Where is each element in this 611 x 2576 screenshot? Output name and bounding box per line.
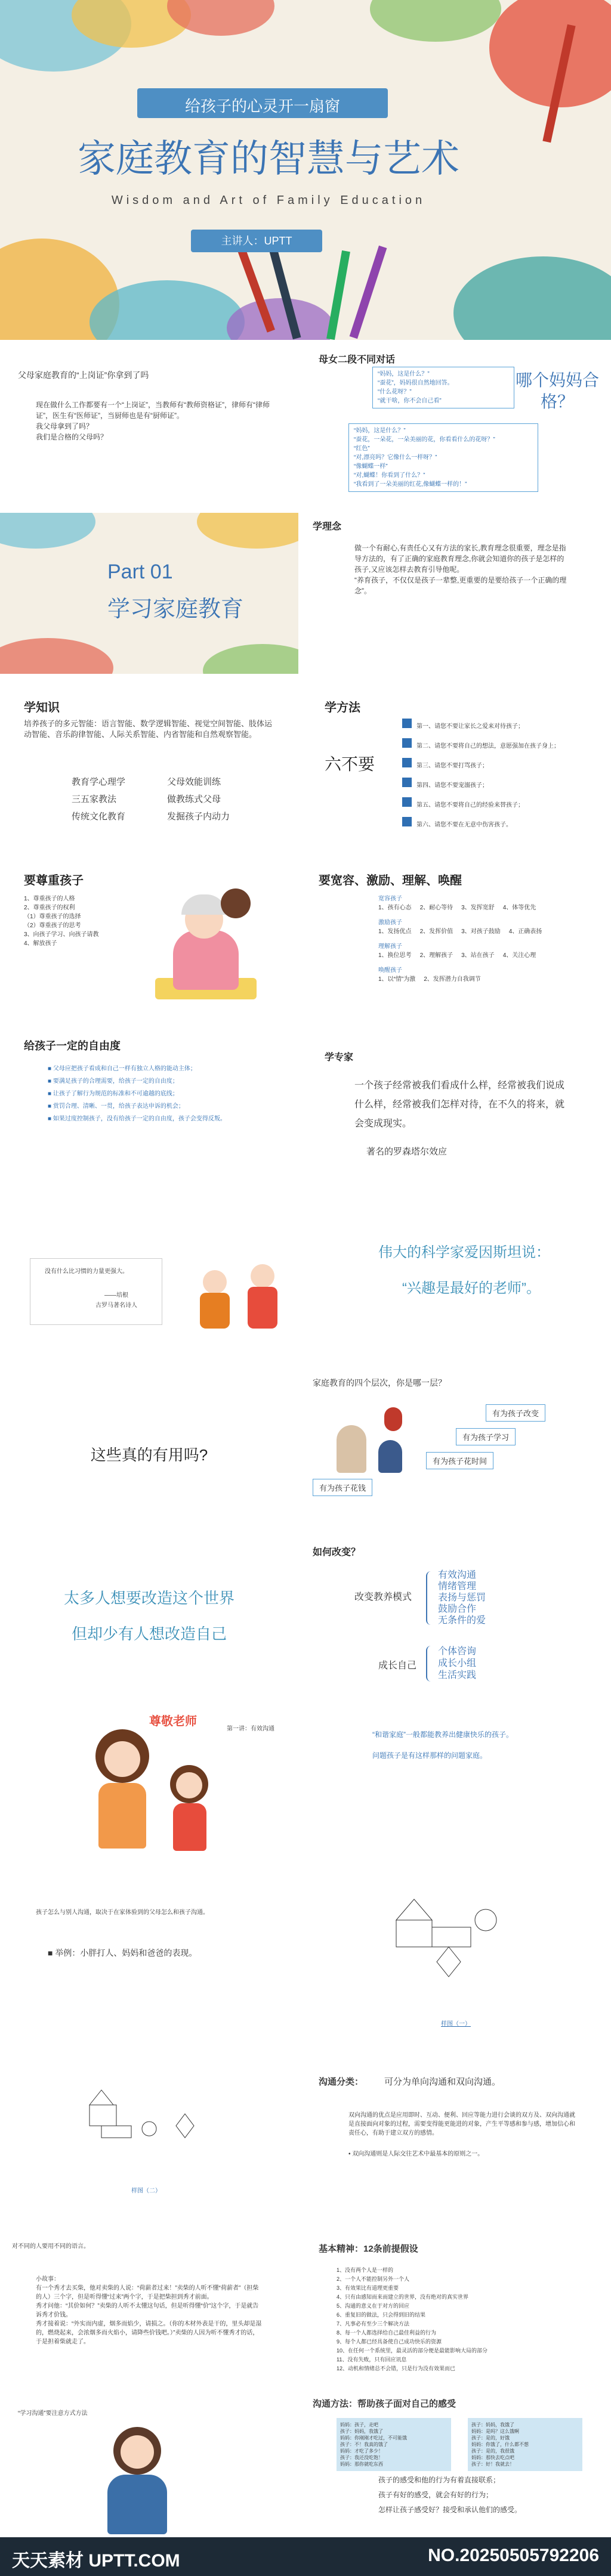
figure-diagram-2 xyxy=(66,2081,221,2153)
slide-body: 双向沟通的优点是应用即时、互动、便利、回应等能力进行会谈的双方及、双向沟通就是直接面向对象的过程，需要变得能更能进的对象，产生平等感和参与感，增加信心和责任心，有助于建立双方的感情。 xyxy=(348,2112,575,2137)
slide-title: 父母家庭教育的“上岗证”你拿到了吗 xyxy=(18,370,149,380)
level-tag: 有为孩子改变 xyxy=(486,1404,545,1422)
grid-item: 教育学心理学 xyxy=(72,777,126,787)
list-item: 1、没有两个人是一样的 xyxy=(337,2267,394,2273)
model-item: 鼓励合作 xyxy=(438,1604,477,1614)
teacher-sign: 尊敬老师 xyxy=(149,1715,197,1728)
quote-author: ——培根 xyxy=(104,1292,128,1299)
respect-list xyxy=(24,894,143,948)
child-2-body xyxy=(248,1287,277,1329)
slide-philosophy xyxy=(313,513,611,674)
circle-shape xyxy=(142,2122,156,2136)
list-item: 第五、请您不要将自己的经验来替孩子； xyxy=(402,797,605,810)
group-items: 1、孩有心态 2、耐心等待 3、发挥宽舒 4、体等优先 xyxy=(378,905,536,911)
slide-dialogues xyxy=(313,346,611,507)
feelings-line-2: 孩子有好的感受，就会有好的行为； xyxy=(378,2491,493,2499)
slide-communication-types xyxy=(313,2045,611,2206)
level-tag: 有为孩子花时间 xyxy=(426,1452,493,1469)
bullet-icon xyxy=(402,797,412,807)
cover-slide xyxy=(0,0,611,340)
slide-learn-communication xyxy=(0,2385,298,2534)
parent-child-illustration xyxy=(90,2427,197,2534)
adult-figure xyxy=(337,1425,366,1473)
slide-useful xyxy=(0,1360,298,1521)
quote-text: 没有什么比习惯的力量更强大。 xyxy=(45,1268,128,1275)
grid-item: 发掘孩子内动力 xyxy=(167,812,230,822)
harmony-line-2: 问题孩子是有这样那样的问题家庭。 xyxy=(372,1751,487,1760)
dress-shape xyxy=(173,1803,206,1851)
feelings-line-3: 怎样让孩子感受好？接受和承认他们的感受。 xyxy=(378,2506,522,2514)
slide-figure-1 xyxy=(313,1878,611,2039)
grandmother-illustration xyxy=(155,888,263,1002)
slide-figure-2 xyxy=(0,2045,298,2206)
slide-respect xyxy=(0,859,298,1020)
list-item: 2、尊重孩子的权利 xyxy=(24,905,75,911)
rect-shape xyxy=(396,1920,432,1947)
slide-title: 孩子怎么与别人沟通，取决于在家体验到的父母怎么和孩子沟通。 xyxy=(36,1909,209,1916)
list-item: 5、沟通的意义在于对方的回应 xyxy=(337,2303,410,2309)
six-donts: 六不要 xyxy=(325,755,375,773)
grid-item: 父母效能训练 xyxy=(167,777,221,787)
list-item: 第二、请您不要将自己的想法，意愿强加在孩子身上； xyxy=(402,738,605,751)
citation: 著名的罗森塔尔效应 xyxy=(366,1147,448,1157)
slide-four-levels xyxy=(313,1360,611,1521)
slide-different-language xyxy=(0,2218,298,2379)
paint-splash xyxy=(453,256,611,340)
line-2: 但却少有人想改造自己 xyxy=(71,1625,227,1643)
rect-shape xyxy=(432,1927,471,1947)
growth-item: 个体咨询 xyxy=(438,1646,477,1657)
group-2 xyxy=(378,918,605,936)
paint-splash xyxy=(227,298,334,340)
slide-title: 家庭教育的四个层次，你是哪一层？ xyxy=(313,1378,446,1388)
freedom-list xyxy=(48,1064,251,1127)
line-1: 太多人想要改造这个世界 xyxy=(63,1589,234,1607)
group-4 xyxy=(378,966,605,984)
dialogue-right: 孩子：妈妈，我饿了 妈妈：是吗？这么饿啊 孩子：是的，好饿 妈妈：你饿了，什么都不想 孩子：是的，我很饿 妈妈：那快去吃点吧 孩子：好！我就去！ xyxy=(468,2418,582,2471)
grid-item: 三五家教法 xyxy=(72,794,117,804)
slide-title: 沟通分类： xyxy=(319,2077,364,2087)
bullet-icon xyxy=(402,738,412,748)
list-item: 第一、请您不要让家长之爱来对待孩子； xyxy=(402,719,605,731)
group-title: 激励孩子 xyxy=(378,919,402,926)
figures-illustration xyxy=(331,1407,414,1473)
slide-note: • 双向沟通则是人际交往艺术中最基本的原则之一。 xyxy=(348,2151,484,2157)
brush-icon xyxy=(326,250,350,340)
slide-einstein xyxy=(313,1193,611,1354)
list-item: ■ 如果过度控制孩子，没有给孩子一定的自由度，孩子会变得反叛。 xyxy=(48,1116,226,1122)
list-item: 4、只有由感知而来而建立的世界，没有绝对的真实世界 xyxy=(337,2294,469,2300)
list-item: 第六、请您不要在无意中伤害孩子。 xyxy=(402,817,605,829)
slide-title: 这些真的有用吗? xyxy=(90,1446,208,1464)
growth-item: 成长小组 xyxy=(438,1658,477,1668)
einstein-title: 伟大的科学家爱因斯坦说： xyxy=(378,1244,550,1261)
methods-list xyxy=(402,719,605,837)
list-item: 9、每个人都已经具备使自己成功快乐的资源 xyxy=(337,2339,442,2345)
list-item: 第三、请您不要打骂孩子； xyxy=(402,758,605,770)
growth-items xyxy=(438,1646,476,1682)
model-item: 有效沟通 xyxy=(438,1570,477,1580)
slide-title: 如何改变？ xyxy=(313,1547,361,1558)
slide-harmony xyxy=(313,1693,611,1872)
part-number: Part 01 xyxy=(107,561,173,583)
dialogue-box-2: “妈妈，这是什么？” “蚕花，一朵花，一朵美丽的花，你看看什么的花呀？” “红色” “对,漂亮吗？它像什么一样呀？” “像蝴蝶一样” “对,蝴蝶！你看到了什么？” “我看到了一朵美丽的红花,像蝴蝶一样的！” xyxy=(348,423,538,492)
list-item: 12、动机和情绪总不会错，只是行为没有效果而已 xyxy=(337,2366,456,2371)
paint-splash xyxy=(203,644,298,674)
triangle-shape xyxy=(396,1899,432,1920)
paint-splash xyxy=(0,513,95,549)
list-item: 3、向孩子学习、向孩子请教 xyxy=(24,931,99,938)
kids-illustration xyxy=(197,1246,286,1336)
slide-body: 一个孩子经常被我们看成什么样，经常被我们说成什么样，经常被我们怎样对待，在不久的将来，就会变成现实。 xyxy=(354,1080,565,1129)
slide-title: 学专家 xyxy=(325,1052,354,1063)
level-tag: 有为孩子学习 xyxy=(456,1428,516,1445)
slide-part01 xyxy=(0,513,298,674)
bullet-icon xyxy=(402,719,412,728)
group-items: 1、发扬优点 2、发挥价值 3、对孩子鼓励 4、正确表扬 xyxy=(378,928,542,935)
list-item: 11、没有失败，只有回应讯息 xyxy=(337,2357,407,2363)
group-3 xyxy=(378,942,605,960)
model-brace xyxy=(426,1571,434,1625)
list-item: 第四、请您不要宠溺孩子； xyxy=(402,778,605,790)
einstein-quote: “兴趣是最好的老师”。 xyxy=(402,1280,541,1296)
presupposition-list xyxy=(337,2266,599,2373)
list-item: ■ 父母应把孩子看成和自己一样有独立人格的能动主体； xyxy=(48,1066,196,1072)
slide-tolerance xyxy=(313,859,611,1020)
list-item: 4、解放孩子 xyxy=(24,940,57,947)
knowledge-grid xyxy=(72,775,263,822)
slide-title: 给孩子一定的自由度 xyxy=(24,1040,121,1052)
list-item: 7、凡事必有至少三个解决方法 xyxy=(337,2321,410,2327)
child-1-body xyxy=(200,1293,230,1329)
group-items: 1、以“情”为激 2、发挥潜力自我调节 xyxy=(378,976,481,983)
slide-title: 学理念 xyxy=(313,522,342,532)
body-shape xyxy=(107,2475,167,2534)
child-1 xyxy=(203,1270,227,1294)
slide-title: 要尊重孩子 xyxy=(24,874,84,887)
group-items: 1、换位思考 2、理解孩子 3、站在孩子 4、关注心理 xyxy=(378,952,536,959)
list-item: 10、在任何一个系统里，最灵活的部分便是最能影响大局的部分 xyxy=(337,2348,488,2354)
slide-experts xyxy=(313,1026,611,1187)
dialogue-box-1: “妈妈，这是什么？” “蚕花”，妈妈很自然地回答。 “什么花呀？” “就干啥，你不会自己看” xyxy=(372,367,514,408)
growth-label: 成长自己 xyxy=(378,1661,417,1671)
grid-item: 传统文化教育 xyxy=(72,812,126,822)
growth-item: 生活实践 xyxy=(438,1670,477,1680)
slide-title: 对不同的人要用不同的语言。 xyxy=(12,2243,90,2250)
slide-title: 学知识 xyxy=(24,701,60,714)
slide-body: 培养孩子的多元智能：语言智能、数学逻辑智能、视觉空间智能、肢体运动智能、音乐韵律智能、人际关系智能、内省智能和自然观察智能。 xyxy=(24,719,273,739)
slide-title: 要宽容、激励、理解、唤醒 xyxy=(319,874,462,887)
feelings-line-1: 孩子的感受和他的行为有着直接联系； xyxy=(378,2476,501,2484)
slide-body: 现在做什么工作都要有一个“上岗证”，当教师有“教师资格证”，律师有“律师证”，医生有“医师证”，当厨师也是有“厨师证”。 我父母拿到了吗？ 我们是合格的父母吗？ xyxy=(36,401,270,441)
dress-shape xyxy=(98,1783,146,1849)
slide-title: 基本精神：12条前提假设 xyxy=(319,2244,418,2254)
watermark-banner xyxy=(0,2537,611,2576)
triangle-shape xyxy=(90,2090,113,2105)
model-items xyxy=(438,1569,486,1626)
group-title: 宽容孩子 xyxy=(378,896,402,902)
mother-illustration xyxy=(90,1729,161,1849)
figure-label: 样图（二） xyxy=(131,2188,161,2194)
rect-shape xyxy=(101,2126,131,2138)
list-item: 6、重复旧的做法，只会得到旧的结果 xyxy=(337,2312,426,2318)
banner-left: 天天素材 UPTT.COM xyxy=(12,2551,180,2571)
bullet-icon xyxy=(402,758,412,767)
bullet-icon xyxy=(402,817,412,826)
harmony-line-1: “和谐家庭”一般都能教养出健康快乐的孩子。 xyxy=(372,1730,513,1739)
slide-certificate xyxy=(0,346,298,507)
face-shape xyxy=(176,1772,202,1798)
part-title: 学习家庭教育 xyxy=(107,597,244,622)
slide-methods xyxy=(313,692,611,853)
cover-title: 家庭教育的智慧与艺术 xyxy=(78,137,459,180)
child-head xyxy=(221,888,251,918)
child-2 xyxy=(251,1264,274,1288)
list-item: （1）尊重孩子的选择 xyxy=(24,914,81,920)
body-shape xyxy=(173,930,239,990)
banner-right: NO.20250505792206 xyxy=(428,2546,599,2565)
cover-subtitle: 给孩子的心灵开一扇窗 xyxy=(184,97,340,115)
group-title: 理解孩子 xyxy=(378,943,402,950)
slide-freedom xyxy=(0,1026,298,1187)
list-item: ■ 赏罚合理、清晰、一贯，给孩子表达申诉的机会； xyxy=(48,1103,184,1110)
diamond-shape xyxy=(176,2114,194,2138)
list-item: ■ 让孩子了解行为规范的标准和不可逾越的底线； xyxy=(48,1091,178,1097)
list-item: （2）尊重孩子的思考 xyxy=(24,922,81,929)
group-1 xyxy=(378,894,605,912)
hair-shape xyxy=(181,894,227,915)
slide-title: 学方法 xyxy=(325,701,360,714)
slide-knowledge xyxy=(0,692,298,853)
face-shape xyxy=(121,2435,154,2469)
slide-feelings xyxy=(313,2385,611,2534)
paint-splash xyxy=(489,0,611,107)
cover-english: Wisdom and Art of Family Education xyxy=(111,194,426,207)
dialogue-left: 妈妈：孩子，走吧 孩子：妈妈，我饿了 妈妈：你刚刚才吃过，不可能饿 孩子：不！我真的饿了 妈妈：才吃了多少！ 孩子：我还没吃饱！ 妈妈：那你就吃东西 xyxy=(337,2418,451,2471)
paint-splash xyxy=(197,513,298,549)
model-label: 改变教养模式 xyxy=(354,1592,412,1602)
example-text: ■ 举例：小胖打人、妈妈和爸爸的表现。 xyxy=(48,1948,198,1958)
model-item: 无条件的爱 xyxy=(438,1615,486,1626)
face-shape xyxy=(104,1741,140,1777)
slide-subtitle: 可分为单向沟通和双向沟通。 xyxy=(384,2077,501,2087)
child-figure-2 xyxy=(384,1407,402,1431)
list-item: 3、有效果比有道理更重要 xyxy=(337,2285,399,2291)
quote-author-desc: 古罗马著名诗人 xyxy=(95,1302,137,1309)
slide-example xyxy=(0,1878,298,2039)
circle-shape xyxy=(475,1909,496,1931)
slide-change-self xyxy=(0,1527,298,1688)
child-figure xyxy=(378,1440,402,1473)
list-item: ■ 要满足孩子的合理需要，给孩子一定的自由度； xyxy=(48,1078,178,1085)
paint-splash xyxy=(0,638,113,674)
question-text: 哪个妈妈合格？ xyxy=(516,371,600,411)
bullet-icon xyxy=(402,778,412,787)
figure-diagram-1 xyxy=(378,1890,521,1998)
slide-how-change xyxy=(313,1527,611,1688)
slide-presuppositions xyxy=(313,2218,611,2379)
diamond-shape xyxy=(437,1947,461,1977)
model-item: 表扬与惩罚 xyxy=(438,1593,486,1603)
slide-body: 做一个有耐心,有责任心又有方法的家长,教育理念很重要，理念是指导方法的，有了正确的家庭教育理念,你就会知道你的孩子是怎样的孩子,又应该怎样去教育引导他呢。 “养育孩子，不仅仅是孩子一辈整,更重要的是要给孩子一个正确的理念”。 xyxy=(354,544,567,595)
slide-lecture-1 xyxy=(0,1693,298,1872)
list-item: 1、尊重孩子的人格 xyxy=(24,896,75,902)
daughter-illustration xyxy=(167,1765,215,1854)
list-item: 2、一个人不能控制另外一个人 xyxy=(337,2276,410,2282)
growth-brace xyxy=(426,1646,434,1682)
level-tag: 有为孩子花钱 xyxy=(313,1479,372,1496)
grid-item: 做教练式父母 xyxy=(167,794,221,804)
slide-title: “学习沟通”要注意方式方法 xyxy=(18,2410,88,2417)
rect-shape xyxy=(90,2105,116,2126)
paint-splash xyxy=(370,0,501,42)
cover-speaker: 主讲人：UPTT xyxy=(191,230,322,252)
slide-title: 沟通方法：帮助孩子面对自己的感受 xyxy=(313,2399,456,2409)
lecture-label: 第一讲：有效沟通 xyxy=(227,1726,274,1732)
model-item: 情绪管理 xyxy=(438,1581,477,1592)
slide-title: 母女二段不同对话 xyxy=(319,355,396,365)
figure-label: 样图（一） xyxy=(441,2021,471,2027)
slide-habit xyxy=(0,1193,298,1354)
list-item: 8、每一个人都选择给自己最佳利益的行为 xyxy=(337,2330,437,2336)
brush-icon xyxy=(350,246,387,339)
group-title: 唤醒孩子 xyxy=(378,967,402,974)
story-text: 小故事： 有一个秀才去买柴，他对卖柴的人说：“荷薪者过来！”卖柴的人听不懂“荷薪者”（担柴的人）三个字，但是听得懂“过来”两个字，于是把柴担到秀才前面。 秀才问他：“其价如何？”卖柴的人听不太懂这句话，但是听得懂“价”这个字，于是就告诉秀才价钱。 秀才接着说：“外实而内虚，烟多而焰少，请损之。（你的木材外表是干的，里头却是湿的，燃烧起来，会浓烟多而火焰小，请降些价钱吧。）”卖柴的人因为听不懂秀才的话，于是担着柴就走了。 xyxy=(36,2276,262,2345)
